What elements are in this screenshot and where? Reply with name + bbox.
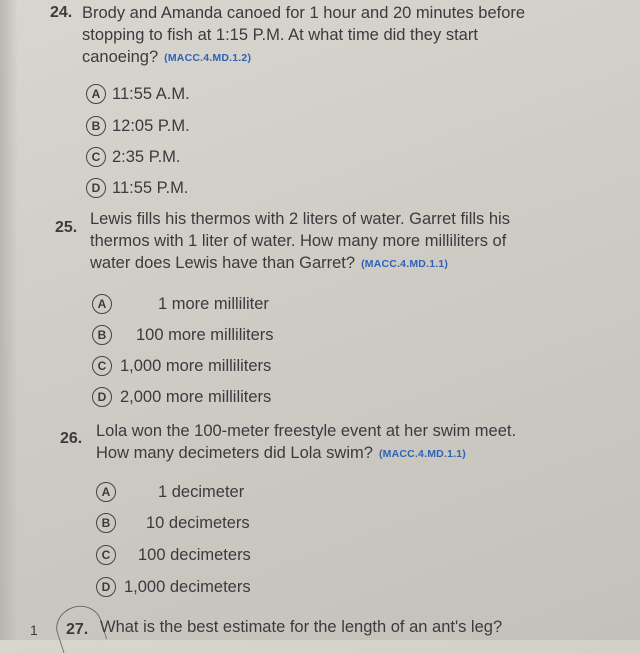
- question-stem: [82, 2, 525, 69]
- option-d[interactable]: [96, 577, 251, 599]
- answer-bubble[interactable]: D: [96, 577, 116, 597]
- answer-bubble[interactable]: A: [92, 294, 112, 314]
- stem-line: water does Lewis have than Garret? (MACC.4.MD.1.1): [90, 254, 449, 272]
- option-b[interactable]: [96, 513, 250, 535]
- option-text: 11:55 P.M.: [112, 178, 189, 197]
- standard-code: (MACC.4.MD.1.1): [361, 258, 449, 270]
- stem-line: Lewis fills his thermos with 2 liters of water. Garret fills his: [90, 210, 510, 228]
- question-number: 25.: [55, 219, 78, 236]
- question-number: 27.: [66, 621, 89, 638]
- option-d[interactable]: [86, 178, 188, 200]
- answer-bubble[interactable]: B: [92, 325, 112, 345]
- option-text: 10 decimeters: [146, 513, 250, 532]
- option-text: 11:55 A.M.: [112, 84, 190, 103]
- option-d[interactable]: [92, 387, 271, 409]
- stem-line: thermos with 1 liter of water. How many more milliliters of: [90, 232, 507, 250]
- option-a[interactable]: [92, 294, 269, 316]
- option-text: 1 decimeter: [158, 482, 245, 501]
- option-text: 100 decimeters: [138, 545, 251, 564]
- margin-note: 1: [30, 622, 38, 638]
- answer-bubble[interactable]: D: [86, 178, 106, 198]
- option-text: 2,000 more milliliters: [120, 387, 272, 406]
- answer-bubble[interactable]: C: [96, 545, 116, 565]
- option-text: 1,000 decimeters: [124, 577, 251, 596]
- page-edge: [0, 0, 18, 640]
- stem-line: Brody and Amanda canoed for 1 hour and 20 minutes before: [82, 4, 526, 22]
- question-stem: [90, 208, 510, 275]
- answer-bubble[interactable]: D: [92, 387, 112, 407]
- stem-line: stopping to fish at 1:15 P.M. At what time did they start: [82, 26, 478, 44]
- stem-line: canoeing? (MACC.4.MD.1.2): [82, 48, 252, 66]
- option-a[interactable]: [96, 482, 244, 504]
- option-c[interactable]: [86, 147, 181, 169]
- option-text: 1 more milliliter: [158, 294, 269, 313]
- option-b[interactable]: [92, 325, 274, 347]
- option-text: 12:05 P.M.: [112, 116, 190, 135]
- option-text: 2:35 P.M.: [112, 147, 181, 166]
- answer-bubble[interactable]: A: [86, 84, 106, 104]
- option-c[interactable]: [96, 545, 251, 567]
- answer-bubble[interactable]: C: [92, 356, 112, 376]
- question-number: 24.: [50, 4, 73, 21]
- stem-line: How many decimeters did Lola swim? (MACC.4.MD.1.1): [96, 444, 466, 462]
- option-text: 100 more milliliters: [136, 325, 274, 344]
- stem-line: What is the best estimate for the length of an ant's leg?: [100, 618, 503, 636]
- question-stem: [96, 420, 516, 465]
- question-stem: [100, 616, 502, 638]
- answer-bubble[interactable]: B: [96, 513, 116, 533]
- answer-bubble[interactable]: C: [86, 147, 106, 167]
- option-c[interactable]: [92, 356, 271, 378]
- standard-code: (MACC.4.MD.1.1): [378, 448, 466, 460]
- standard-code: (MACC.4.MD.1.2): [164, 52, 252, 64]
- option-a[interactable]: [86, 84, 190, 106]
- option-text: 1,000 more milliliters: [120, 356, 272, 375]
- answer-bubble[interactable]: A: [96, 482, 116, 502]
- answer-bubble[interactable]: B: [86, 116, 106, 136]
- stem-line: Lola won the 100-meter freestyle event at her swim meet.: [96, 422, 517, 440]
- option-b[interactable]: [86, 116, 190, 138]
- question-number: 26.: [60, 430, 83, 447]
